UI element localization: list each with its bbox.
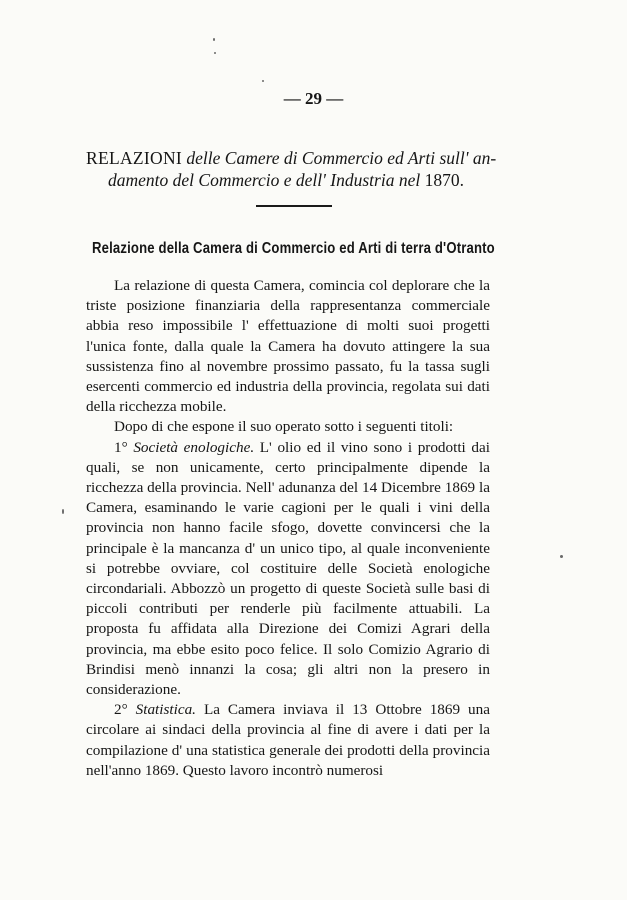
item-text: La Camera inviava il 13 Ottobre 1869 una circolare ai sindaci della provincia al fine di avere i dati per la compilazione d' una statistica generale dei prodotti della provincia nell'anno 1869. Questo lavoro incontrò numerosi <box>86 701 490 779</box>
title-italic-line2: damento del Commercio e dell' Industria nel <box>108 170 425 190</box>
print-speck <box>560 555 563 558</box>
paragraph-enologiche <box>86 438 490 701</box>
paragraph-intro: La relazione di questa Camera, comincia col deplorare che la triste posizione finanziaria della rappresentanza commerciale abbia reso impossibile l' effettuazione di molti suoi progetti l'unica fonte, dalla quale la Camera ha dovuto attingere la sua sussistenza fino al novembre prossimo passato, fu la tassa sugli esercenti commercio ed industria della provincia, regolata sui dati della ricchezza mobile. <box>86 277 490 416</box>
item-title: Società enologiche. <box>133 438 255 456</box>
paragraph-statistica <box>86 700 490 781</box>
title-divider-rule <box>256 205 332 207</box>
section-heading: Relazione della Camera di Commercio ed Arti di terra d'Otranto <box>92 240 495 257</box>
title-year: 1870. <box>424 170 464 190</box>
paragraph-titles: Dopo di che espone il suo operato sotto i seguenti titoli: <box>114 418 454 436</box>
body-text <box>86 276 490 781</box>
item-number: 1° <box>114 438 134 456</box>
item-number: 2° <box>114 701 136 719</box>
print-speck <box>214 52 216 54</box>
item-text: L' olio ed il vino sono i prodotti dai quali, se non unicamente, certo principalmente dipende la ricchezza della provincia. Nell' adunanza del 14 Dicembre 1869 la Camera, esaminando le varie cagioni per le quali i vini della provincia non hanno facile sfogo, dovette convincersi che la principale è la mancanza d' un unico tipo, al quale inconveniente si potrebbe ovviare, col costituire delle Società enologiche circondariali. Abbozzò un progetto di queste Società sulle basi di piccoli contributi per renderle più facilmente attuabili. La proposta fu affidata alla Direzione dei Comizi Agrari della provincia, ma ebbe esito poco felice. Il solo Comizio Agrario di Brindisi menò innanzi la cosa; gli altri non la presero in considerazione. <box>86 438 490 699</box>
print-speck <box>213 38 215 41</box>
chapter-title <box>86 147 556 191</box>
item-title: Statistica. <box>135 701 196 719</box>
title-caps: RELAZIONI <box>86 148 183 168</box>
page-number: — 29 — <box>283 89 344 108</box>
print-speck <box>262 80 264 82</box>
print-speck <box>62 509 64 514</box>
title-italic-line1: delle Camere di Commercio ed Arti sull' an- <box>182 148 497 168</box>
title-line2 <box>86 169 556 191</box>
